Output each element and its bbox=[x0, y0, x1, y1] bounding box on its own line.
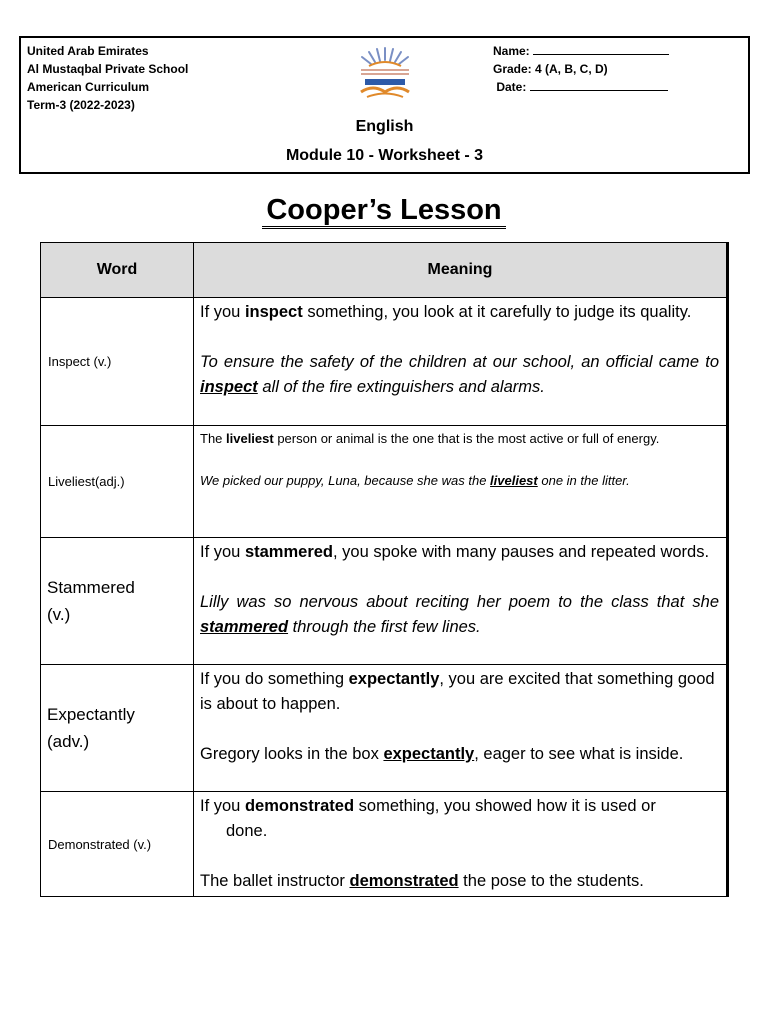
definition: The liveliest person or animal is the one that is the most active or full of energy. bbox=[200, 431, 660, 446]
table-row bbox=[41, 665, 728, 792]
example-sentence: We picked our puppy, Luna, because she was the liveliest one in the litter. bbox=[200, 473, 630, 488]
module-title: Module 10 - Worksheet - 3 bbox=[285, 147, 484, 164]
student-info bbox=[493, 42, 669, 96]
word-cell: Demonstrated (v.) bbox=[41, 792, 194, 897]
grade-line: Grade: 4 (A, B, C, D) bbox=[493, 62, 608, 76]
country-line: United Arab Emirates bbox=[27, 44, 149, 58]
subject-title: English bbox=[355, 118, 414, 135]
term-line: Term-3 (2022-2023) bbox=[27, 98, 135, 112]
curriculum-line: American Curriculum bbox=[27, 80, 150, 94]
worksheet-header bbox=[19, 36, 750, 174]
example-sentence: Gregory looks in the box expectantly, eager to see what is inside. bbox=[200, 745, 684, 763]
date-field[interactable]: Date: bbox=[493, 78, 669, 96]
word-cell: Expectantly (adv.) bbox=[41, 665, 194, 792]
name-field[interactable]: Name: bbox=[493, 42, 669, 60]
table-row bbox=[41, 298, 728, 426]
definition: If you demonstrated something, you showed how it is used or bbox=[200, 797, 656, 815]
meaning-cell bbox=[194, 426, 728, 538]
example-sentence: Lilly was so nervous about reciting her poem to the class that she stammered through the first few lines. bbox=[200, 593, 719, 636]
table-header-row bbox=[41, 243, 728, 298]
definition: If you stammered, you spoke with many pauses and repeated words. bbox=[200, 543, 710, 561]
meaning-cell bbox=[194, 538, 728, 665]
header-word: Word bbox=[41, 243, 194, 298]
word-cell: Stammered (v.) bbox=[41, 538, 194, 665]
word-cell: Liveliest(adj.) bbox=[41, 426, 194, 538]
vocabulary-table bbox=[40, 242, 729, 897]
definition: If you inspect something, you look at it carefully to judge its quality. bbox=[200, 303, 692, 321]
header-meaning: Meaning bbox=[194, 243, 728, 298]
table-row bbox=[41, 426, 728, 538]
meaning-cell: If you demonstrated something, you showed how it is used or done. The ballet instructor demonstrated the pose to the students. bbox=[194, 792, 728, 897]
definition: If you do something expectantly, you are excited that something good is about to happen. bbox=[200, 670, 715, 713]
school-info bbox=[27, 42, 188, 114]
example-sentence: The ballet instructor demonstrated the pose to the students. bbox=[200, 872, 644, 890]
table-row bbox=[41, 792, 728, 897]
lesson-title: Cooper’s Lesson bbox=[0, 194, 768, 227]
school-logo-icon bbox=[347, 44, 423, 104]
meaning-cell bbox=[194, 665, 728, 792]
example-sentence: To ensure the safety of the children at our school, an official came to inspect all of the fire extinguishers and alarms. bbox=[200, 353, 719, 396]
table-row bbox=[41, 538, 728, 665]
school-name-line: Al Mustaqbal Private School bbox=[27, 62, 189, 76]
word-cell: Inspect (v.) bbox=[41, 298, 194, 426]
meaning-cell bbox=[194, 298, 728, 426]
